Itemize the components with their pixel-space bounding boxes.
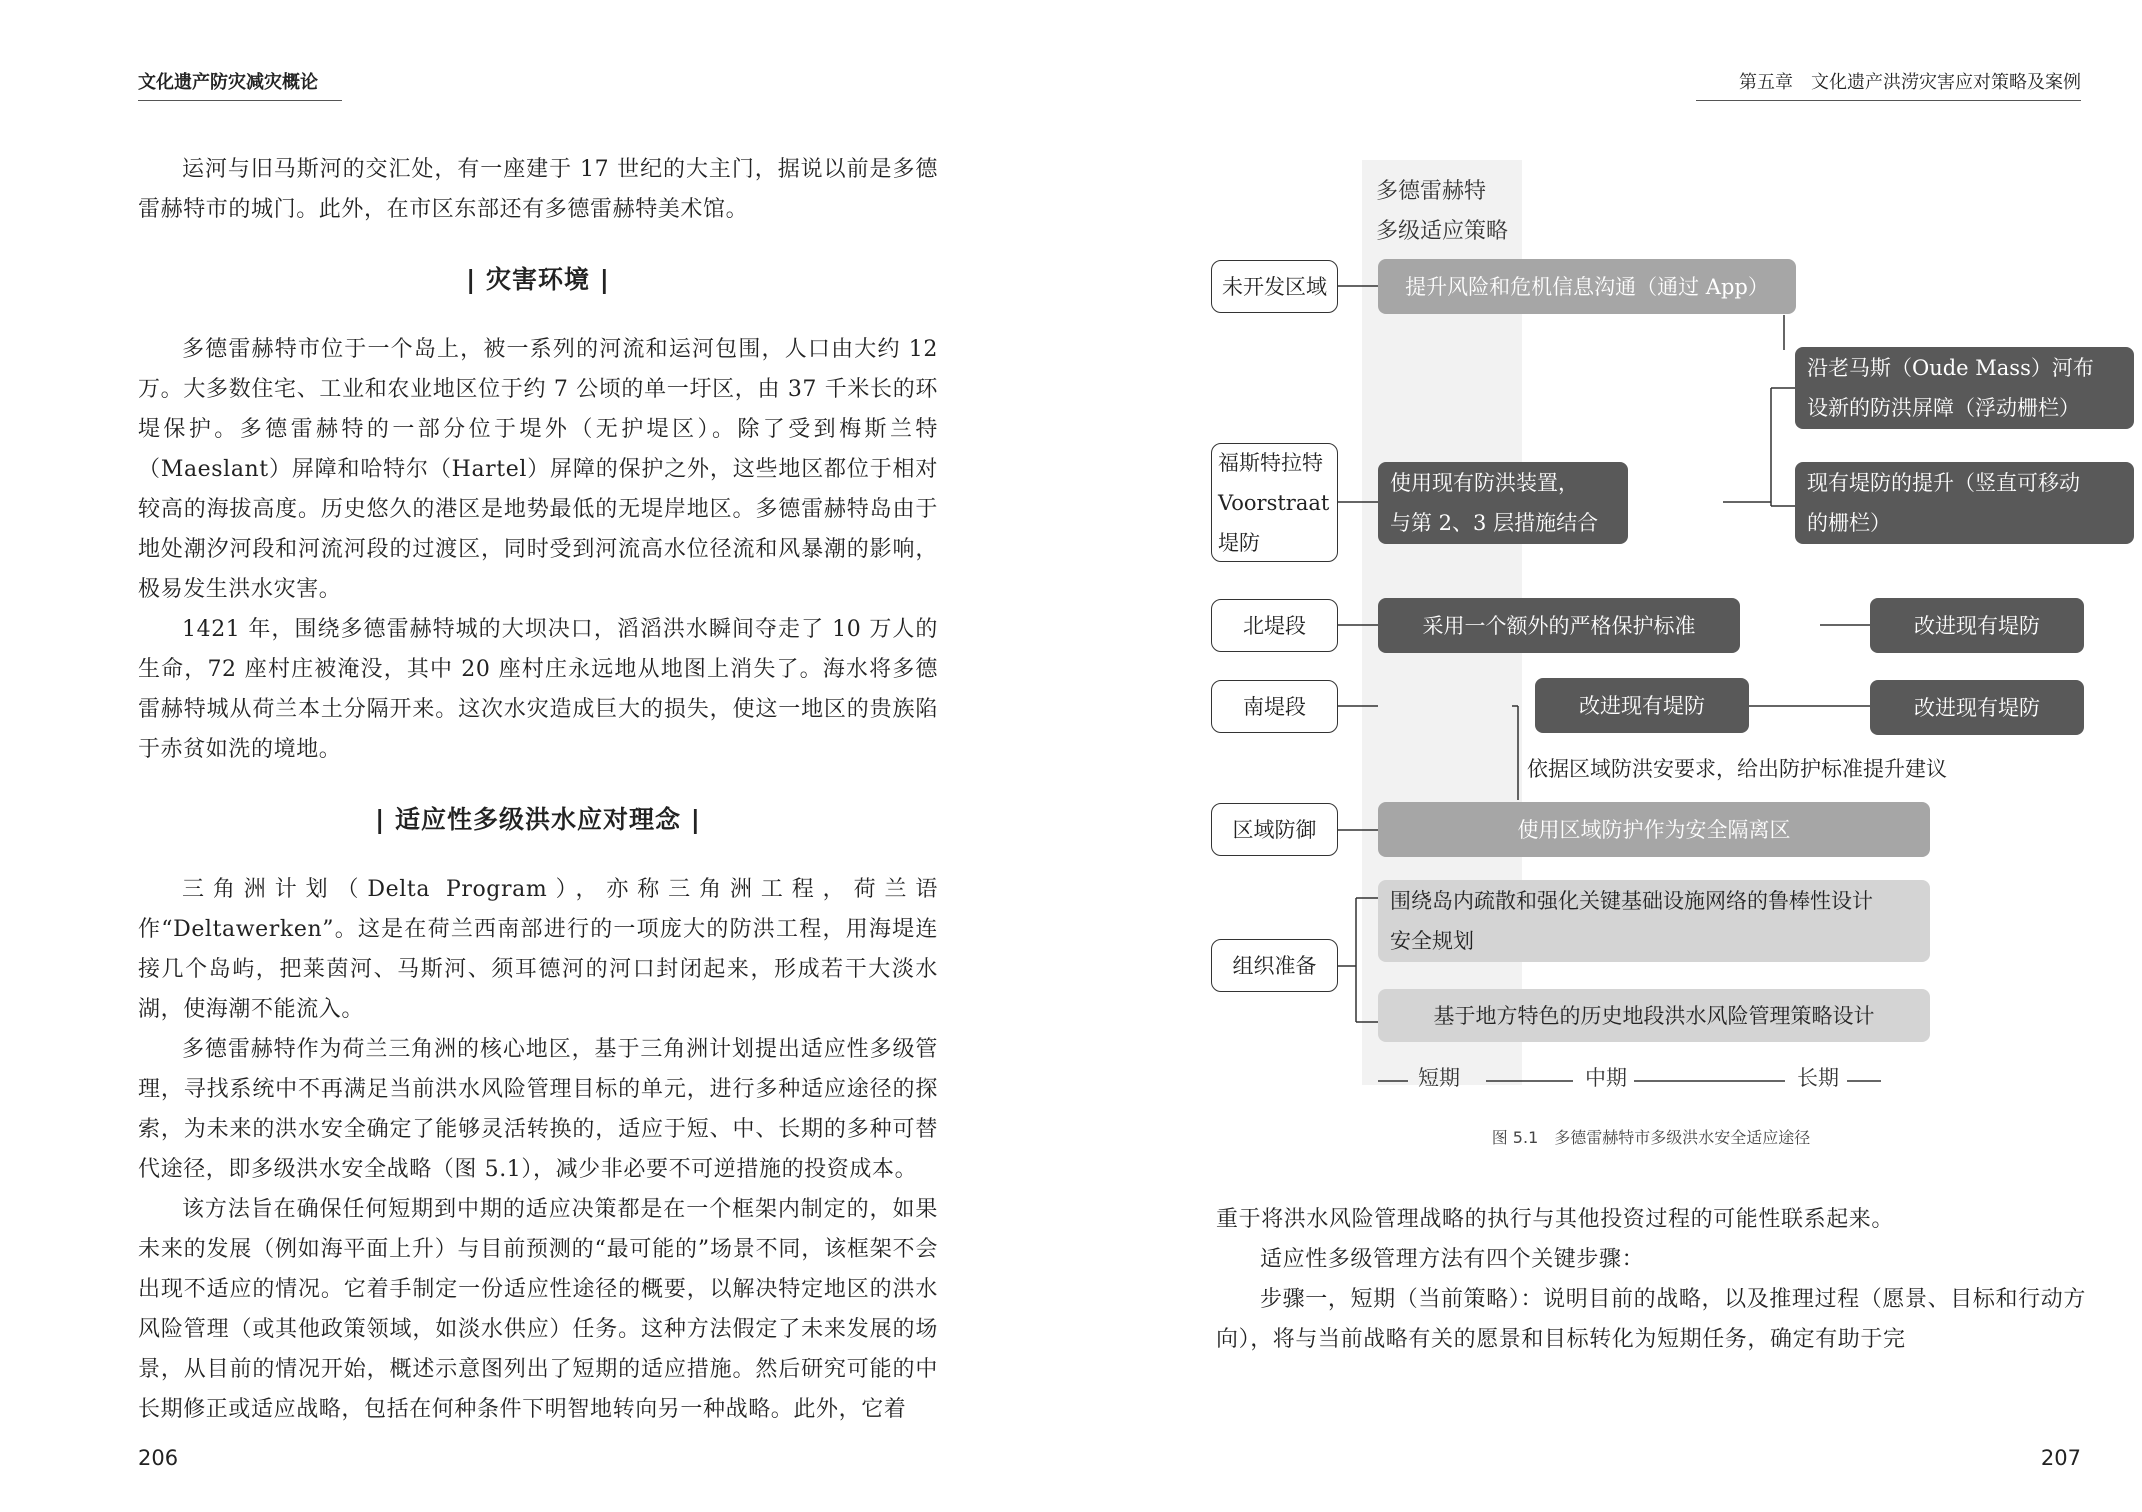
figure-5-1 — [1211, 160, 2094, 1150]
box-strict-standard: 采用一个额外的严格保护标准 — [1378, 598, 1740, 653]
box-comm-app: 提升风险和危机信息沟通（通过 App） — [1378, 259, 1796, 314]
right-page — [1071, 0, 2142, 1512]
paragraph: 1421 年，围绕多德雷赫特城的大坝决口，滔滔洪水瞬间夺走了 10 万人的生命，72 座村庄被淹没，其中 20 座村庄永远地从地图上消失了。海水将多德雷赫特城从荷兰本土分隔开来。这次水灾造成巨大的损失，使这一地区的贵族陷于赤贫如洗的境地。 — [138, 617, 938, 762]
box-regional-zone: 使用区域防护作为安全隔离区 — [1378, 802, 1930, 857]
box-line: 安全规划 — [1390, 929, 1474, 953]
row-label-voorstraat — [1211, 443, 1338, 562]
paragraph: 重于将洪水风险管理战略的执行与其他投资过程的可能性联系起来。 — [1216, 1207, 1895, 1232]
paragraph: 多德雷赫特作为荷兰三角洲的核心地区，基于三角洲计划提出适应性多级管理，寻找系统中不再满足当前洪水风险管理目标的单元，进行多种适应途径的探索，为未来的洪水安全确定了能够灵活转换的，适应于短、中、长期的多种可替代途径，即多级洪水安全战略（图 5.1），减少非必要不可逆措施的投资成本。 — [138, 1037, 938, 1182]
running-head-right: 第五章 文化遗产洪涝灾害应对策略及案例 — [1696, 68, 2081, 101]
row-label-line: 福斯特拉特 — [1218, 450, 1323, 475]
row-label-south-dike: 南堤段 — [1211, 680, 1338, 733]
note-standard-improvement: 依据区域防洪安要求，给出防护标准提升建议 — [1527, 757, 1947, 781]
box-raise-dike — [1795, 462, 2134, 544]
section-title-adaptive-flood-concept: | 适应性多级洪水应对理念 | — [375, 805, 701, 834]
right-body — [1216, 1200, 2086, 1360]
intro-paragraph: 运河与旧马斯河的交汇处，有一座建于 17 世纪的大主门，据说以前是多德雷赫特市的城门。此外，在市区东部还有多德雷赫特美术馆。 — [138, 157, 938, 222]
row-label-undeveloped: 未开发区域 — [1211, 260, 1338, 313]
row-label-regional-defense: 区域防御 — [1211, 803, 1338, 856]
row-label-line: 堤防 — [1218, 530, 1260, 555]
box-oude-maas-barrier — [1795, 347, 2134, 429]
box-line: 设新的防洪屏障（浮动栅栏） — [1807, 396, 2080, 420]
row-label-organization: 组织准备 — [1211, 939, 1338, 992]
timeline-short: 短期 — [1418, 1066, 1460, 1090]
box-north-improve-dike: 改进现有堤防 — [1870, 598, 2084, 653]
figure-caption: 图 5.1 多德雷赫特市多级洪水安全适应途径 — [1491, 1128, 1811, 1147]
timeline-long: 长期 — [1797, 1066, 1839, 1090]
row-label-line: Voorstraat — [1218, 490, 1330, 515]
paragraph: 步骤一，短期（当前策略）：说明目前的战略，以及推理过程（愿景、目标和行动方向），将与当前战略有关的愿景和目标转化为短期任务，确定有助于完 — [1216, 1287, 2086, 1352]
box-line: 沿老马斯（Oude Mass）河布 — [1807, 356, 2094, 380]
box-south-improve-dike-2: 改进现有堤防 — [1870, 680, 2084, 735]
paragraph: 三角洲计划（Delta Program），亦称三角洲工程，荷兰语作“Deltawerken”。这是在荷兰西南部进行的一项庞大的防洪工程，用海堤连接几个岛屿，把莱茵河、马斯河、须耳德河的河口封闭起来，形成若干大淡水湖，使海潮不能流入。 — [138, 877, 938, 1022]
timeline-mid: 中期 — [1585, 1066, 1627, 1090]
page-number-left: 206 — [138, 1446, 179, 1470]
figure-title — [1376, 172, 1508, 252]
box-existing-devices — [1378, 462, 1628, 544]
box-south-improve-dike-1: 改进现有堤防 — [1535, 678, 1749, 733]
paragraph: 适应性多级管理方法有四个关键步骤： — [1260, 1247, 1645, 1272]
box-historic-design: 基于地方特色的历史地段洪水风险管理策略设计 — [1378, 989, 1930, 1042]
box-line: 的栅栏） — [1807, 511, 1891, 535]
section-title-disaster-environment: | 灾害环境 | — [466, 265, 610, 294]
figure-title-line: 多级适应策略 — [1376, 219, 1509, 244]
box-robust-design — [1378, 880, 1930, 962]
left-body — [138, 150, 938, 1430]
row-label-north-dike: 北堤段 — [1211, 599, 1338, 652]
box-line: 现有堤防的提升（竖直可移动 — [1807, 471, 2080, 495]
box-line: 与第 2、3 层措施结合 — [1390, 511, 1599, 535]
paragraph: 多德雷赫特市位于一个岛上，被一系列的河流和运河包围，人口由大约 12 万。大多数住宅、工业和农业地区位于约 7 公顷的单一圩区，由 37 千米长的环堤保护。多德雷赫特的一部分位于堤外（无护堤区）。除了受到梅斯兰特（Maeslant）屏障和哈特尔（Hartel）屏障的保护之外，这些地区都位于相对较高的海拔高度。历史悠久的港区是地势最低的无堤岸地区。多德雷赫特岛由于地处潮汐河段和河流河段的过渡区，同时受到河流高水位径流和风暴潮的影响，极易发生洪水灾害。 — [138, 337, 938, 602]
running-head-left: 文化遗产防灾减灾概论 — [138, 68, 342, 101]
page-number-right: 207 — [2040, 1446, 2081, 1470]
box-line: 围绕岛内疏散和强化关键基础设施网络的鲁棒性设计 — [1390, 889, 1873, 913]
figure-title-line: 多德雷赫特 — [1376, 179, 1487, 204]
paragraph: 该方法旨在确保任何短期到中期的适应决策都是在一个框架内制定的，如果未来的发展（例如海平面上升）与目前预测的“最可能的”场景不同，该框架不会出现不适应的情况。它着手制定一份适应性途径的概要，以解决特定地区的洪水风险管理（或其他政策领域，如淡水供应）任务。这种方法假定了未来发展的场景，从目前的情况开始，概述示意图列出了短期的适应措施。然后研究可能的中长期修正或适应战略，包括在何种条件下明智地转向另一种战略。此外，它着 — [138, 1197, 938, 1422]
box-line: 使用现有防洪装置， — [1390, 471, 1579, 495]
